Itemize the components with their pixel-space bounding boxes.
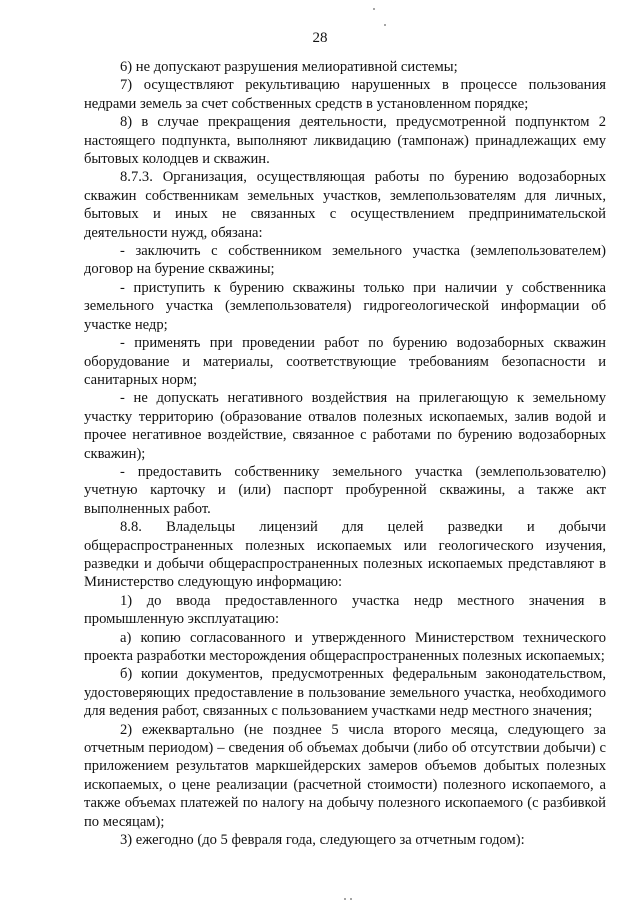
paragraph-8-7-3: 8.7.3. Организация, осуществляющая работы по бурению водозаборных скважин собственникам земельных участков, землепользователям для личных, бытовых и иных не связанных с осуществлением предпринимательской деятельности нужд, обязана: [84,169,606,241]
scan-speck [373,8,375,10]
scan-speck [350,898,352,900]
bullet-equipment: - применять при проведении работ по бурению водозаборных скважин оборудование и материалы, соответствующие требованиям безопасности и санитарных норм; [84,335,606,388]
paragraph-item-b: б) копии документов, предусмотренных федеральным законодательством, удостоверяющих предоставление в пользование земельного участка, необходимого для ведения работ, связанных с пользованием участками недр местного значения; [84,666,606,720]
paragraph-8-8: 8.8. Владельцы лицензий для целей разведки и добычи общераспространенных полезных ископаемых или геологического изучения, разведки и добычи общераспространенных полезных ископаемых представляют в Министерство следующую информацию: [84,519,606,591]
bullet-contract: - заключить с собственником земельного участка (землепользователем) договор на бурение скважины; [84,243,606,278]
bullet-provide-passport: - предоставить собственнику земельного участка (землепользователю) учетную карточку и (или) паспорт пробуренной скважины, а также акт выполненных работ. [84,463,606,517]
document-body [84,58,606,849]
paragraph-item-a: а) копию согласованного и утвержденного Министерством технического проекта разработки месторождения общераспространенных полезных ископаемых; [84,629,606,664]
bullet-no-impact: - не допускать негативного воздействия на прилегающую к земельному участку территорию (образование отвалов полезных ископаемых, залив водой и прочее негативное воздействие, связанное с работами по бурению водозаборных скважин); [84,390,606,462]
bullet-start-drilling: - приступить к бурению скважины только при наличии у собственника земельного участка (землепользователя) гидрогеологической информации об участке недр; [84,279,606,333]
paragraph-item-8: 8) в случае прекращения деятельности, предусмотренной подпунктом 2 настоящего подпункта, выполняют ликвидацию (тампонаж) принадлежащих ему бытовых колодцев и скважин. [84,114,606,168]
paragraph-item-6: 6) не допускают разрушения мелиоративной системы; [120,59,458,75]
paragraph-item-7: 7) осуществляют рекультивацию нарушенных в процессе пользования недрами земель за счет собственных средств в установленном порядке; [84,77,606,112]
paragraph-item-2: 2) ежеквартально (не позднее 5 числа второго месяца, следующего за отчетным периодом) – сведения об объемах добычи (либо об отсутствии добычи) с приложением результатов маркшейдерских замеров объемов добытых полезных ископаемых, о цене реализации (расчетной стоимости) полезного ископаемого, а также объемах платежей по налогу на добычу полезного ископаемого (с разбивкой по месяцам); [84,721,606,830]
scan-speck [384,24,386,26]
paragraph-item-1: 1) до ввода предоставленного участка недр местного значения в промышленную эксплуатацию: [84,592,606,628]
page-number: 28 [312,30,328,46]
scan-speck [344,898,346,900]
paragraph-item-3: 3) ежегодно (до 5 февраля года, следующего за отчетным годом): [120,832,525,849]
